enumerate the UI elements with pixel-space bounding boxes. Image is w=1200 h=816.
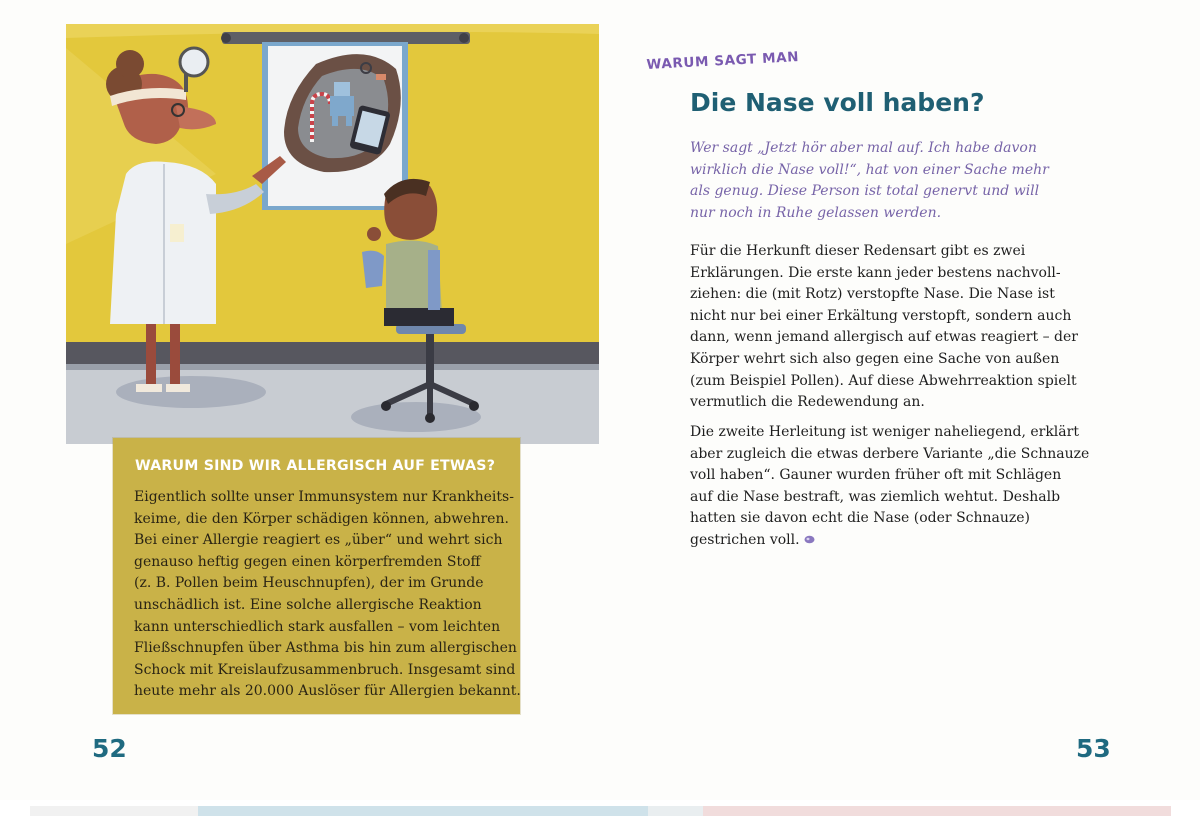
strip-segment bbox=[198, 806, 648, 816]
next-page-strip bbox=[0, 800, 1200, 816]
text-line: aber zugleich die etwas derbere Variante „die Schnauze bbox=[690, 445, 1090, 462]
text-line: vermutlich die Redewendung an. bbox=[690, 394, 925, 411]
text-line: kann unterschiedlich stark ausfallen – vom leichten bbox=[134, 618, 501, 635]
page-title: Die Nase voll haben? bbox=[690, 88, 985, 117]
doctor-xray-illustration-icon bbox=[66, 24, 599, 444]
text-line-last: gestrichen voll. bbox=[690, 531, 800, 548]
text-line: ziehen: die (mit Rotz) verstopfte Nase. Die Nase ist bbox=[690, 286, 1055, 303]
text-line: Schock mit Kreislaufzusammenbruch. Insgesamt sind bbox=[134, 661, 516, 678]
intro-paragraph bbox=[690, 138, 1090, 224]
text-line: Körper wehrt sich also gegen eine Sache von außen bbox=[690, 350, 1060, 367]
strip-segment bbox=[30, 806, 198, 816]
text-line: auf die Nase bestraft, was ziemlich wehtut. Deshalb bbox=[690, 488, 1061, 505]
info-box-text bbox=[134, 487, 521, 703]
text-line: (z. B. Pollen beim Heuschnupfen), der im Grunde bbox=[134, 575, 484, 592]
text-line bbox=[690, 530, 1090, 552]
text-line: (zum Beispiel Pollen). Auf diese Abwehrreaktion spielt bbox=[690, 372, 1077, 389]
page-number-right: 53 bbox=[1076, 734, 1111, 763]
text-line: heute mehr als 20.000 Auslöser für Allergien bekannt. bbox=[134, 683, 521, 700]
text-line: nur noch in Ruhe gelassen werden. bbox=[690, 204, 942, 221]
strip-segment bbox=[648, 806, 703, 816]
text-line: Für die Herkunft dieser Redensart gibt es zwei bbox=[690, 243, 1026, 259]
strip-segment bbox=[703, 806, 1171, 816]
text-line: hatten sie davon echt die Nase (oder Schnauze) bbox=[690, 510, 1031, 527]
text-line: Eigentlich sollte unser Immunsystem nur Krankheits- bbox=[134, 489, 514, 505]
info-box-heading: WARUM SIND WIR ALLERGISCH AUF ETWAS? bbox=[135, 458, 496, 474]
text-line: Bei einer Allergie reagiert es „über“ und wehrt sich bbox=[134, 532, 503, 549]
text-line: dann, wenn jemand allergisch auf etwas reagiert – der bbox=[690, 329, 1078, 346]
text-line: genauso heftig gegen einen körperfremden Stoff bbox=[134, 553, 481, 570]
text-line: Wer sagt „Jetzt hör aber mal auf. Ich habe davon bbox=[690, 140, 1037, 156]
kicker-heading: WARUM SAGT MAN bbox=[646, 49, 800, 73]
text-line: unschädlich ist. Eine solche allergische Reaktion bbox=[134, 596, 482, 613]
page-number-left: 52 bbox=[92, 734, 127, 763]
text-line: wirklich die Nase voll!“, hat von einer Sache mehr bbox=[690, 161, 1049, 178]
info-box bbox=[113, 438, 520, 714]
text-line: nicht nur bei einer Erkältung verstopft, sondern auch bbox=[690, 307, 1072, 324]
body-paragraph-2 bbox=[690, 422, 1090, 552]
text-line: voll haben“. Gauner wurden früher oft mit Schlägen bbox=[690, 467, 1062, 484]
nose-end-mark-icon bbox=[804, 535, 815, 544]
text-line: als genug. Diese Person ist total genervt und will bbox=[690, 183, 1040, 200]
text-line: Die zweite Herleitung ist weniger naheliegend, erklärt bbox=[690, 424, 1079, 440]
text-line: Erklärungen. Die erste kann jeder bestens nachvoll- bbox=[690, 264, 1061, 281]
body-paragraph-1 bbox=[690, 241, 1090, 414]
text-line: Fließschnupfen über Asthma bis hin zum allergischen bbox=[134, 640, 517, 657]
text-line: keime, die den Körper schädigen können, abwehren. bbox=[134, 510, 509, 527]
